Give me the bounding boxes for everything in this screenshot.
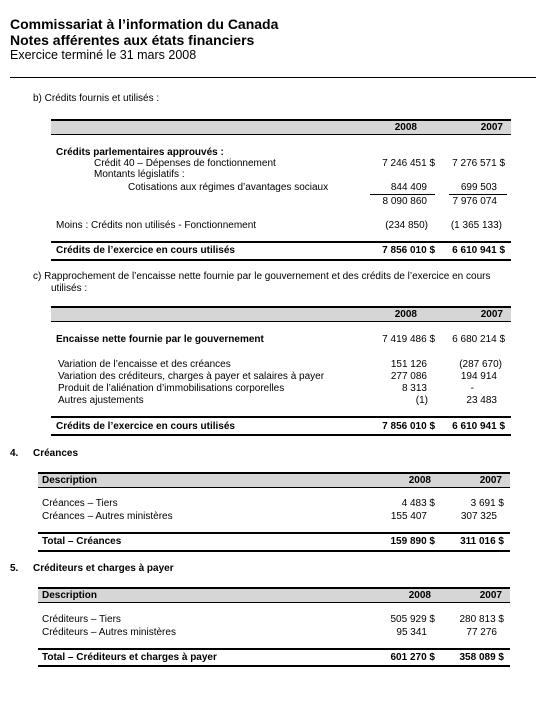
fiscal-period: Exercice terminé le 31 mars 2008 [10, 48, 197, 62]
payable-row-2007: 280 813 $ [459, 614, 504, 625]
total-4-2008: 159 890 $ [390, 536, 435, 547]
contrib-2008: 844 409 [390, 182, 427, 193]
section-c-title: c) Rapprochement de l’encaisse nette fournie par le gouvernement et des crédits de l’exercice en cours [33, 271, 491, 282]
col-header-2007: 2007 [480, 122, 503, 133]
total-4-label: Total – Créances [42, 536, 122, 547]
total-c-label: Crédits de l’exercice en cours utilisés [56, 421, 235, 432]
document-subtitle: Notes afférentes aux états financiers [10, 32, 255, 48]
payable-row-label: Créditeurs – Tiers [42, 614, 121, 625]
contrib-label: Cotisations aux régimes d’avantages sociaux [128, 182, 329, 193]
table-5-header-rule [38, 602, 510, 603]
total-b-label: Crédits de l’exercice en cours utilisés [56, 245, 235, 256]
table-4-header-rule [38, 487, 510, 488]
table-c-header-rule [51, 321, 511, 322]
col-header-2008: 2008 [408, 475, 431, 486]
statutory-label: Montants législatifs : [94, 169, 185, 180]
adjust-row-2007: - [470, 383, 474, 394]
adjust-row-2008: (1) [415, 395, 428, 406]
col-header-2007: 2007 [480, 309, 503, 320]
total-c-2008: 7 856 010 $ [382, 421, 435, 432]
receivable-row-label: Créances – Autres ministères [42, 511, 173, 522]
total-5-2008: 601 270 $ [390, 652, 435, 663]
col-header-description: Description [42, 590, 98, 601]
section-c-title-cont: utilisés : [51, 283, 88, 294]
note-4-title: Créances [33, 448, 79, 459]
col-header-2008: 2008 [394, 309, 417, 320]
adjust-row-label: Variation des créditeurs, charges à payer et salaires à payer [58, 371, 325, 382]
total-b-2008: 7 856 010 $ [382, 245, 435, 256]
receivable-row-2008: 155 407 [390, 511, 427, 522]
payable-row-label: Créditeurs – Autres ministères [42, 627, 176, 638]
table-b-header-rule [51, 134, 511, 135]
payable-row-2007: 77 276 [466, 627, 497, 638]
adjust-row-label: Autres ajustements [58, 395, 144, 406]
adjust-row-2007: (287 670) [459, 359, 502, 370]
table-4-total-top-rule [38, 532, 510, 534]
table-b-header-band [51, 121, 511, 134]
table-b-total-top-rule [51, 241, 511, 243]
adjust-row-2008: 277 086 [390, 371, 427, 382]
table-5-total-top-rule [38, 648, 510, 650]
lapsed-2008: (234 850) [385, 220, 428, 231]
payable-row-2008: 95 341 [396, 627, 427, 638]
receivable-row-2007: 3 691 $ [470, 498, 504, 509]
net-cash-2007: 6 680 214 $ [452, 334, 505, 345]
col-header-2007: 2007 [479, 475, 502, 486]
col-header-description: Description [42, 475, 98, 486]
net-cash-2008: 7 419 486 $ [382, 334, 435, 345]
total-5-label: Total – Créditeurs et charges à payer [42, 652, 217, 663]
table-c-bottom-rule [51, 434, 511, 436]
adjust-row-label: Variation de l’encaisse et des créances [58, 359, 231, 370]
subtotal-2008: 8 090 860 [382, 196, 427, 207]
total-c-2007: 6 610 941 $ [452, 421, 505, 432]
subtotal-2007: 7 976 074 [452, 196, 497, 207]
col-header-2008: 2008 [394, 122, 417, 133]
receivable-row-2008: 4 483 $ [401, 498, 435, 509]
payable-row-2008: 505 929 $ [390, 614, 435, 625]
table-5-bottom-rule [38, 665, 510, 667]
table-4-header-band [38, 474, 510, 487]
adjust-row-2007: 194 914 [460, 371, 497, 382]
total-b-2007: 6 610 941 $ [452, 245, 505, 256]
header-divider [10, 77, 536, 78]
total-4-2007: 311 016 $ [460, 536, 504, 547]
table-b-bottom-rule [51, 259, 511, 261]
adjust-row-label: Produit de l’aliénation d’immobilisations corporelles [58, 383, 285, 394]
section-b-title: b) Crédits fournis et utilisés : [33, 93, 160, 104]
subtotal-rule-2008 [370, 194, 435, 195]
table-c-header-band [51, 308, 511, 321]
table-5-header-band [38, 589, 510, 602]
adjust-row-2007: 23 483 [466, 395, 497, 406]
receivable-row-2007: 307 325 [460, 511, 497, 522]
col-header-2008: 2008 [408, 590, 431, 601]
contrib-2007: 699 503 [460, 182, 497, 193]
table-c-total-top-rule [51, 416, 511, 418]
adjust-row-2008: 8 313 [401, 383, 427, 394]
document-title: Commissariat à l’information du Canada [10, 16, 279, 32]
note-4-number: 4. [10, 448, 19, 459]
adjust-row-2008: 151 126 [390, 359, 427, 370]
subtotal-rule-2007 [449, 194, 507, 195]
note-5-number: 5. [10, 563, 19, 574]
table-4-bottom-rule [38, 550, 510, 552]
vote40-2007: 7 276 571 $ [452, 158, 505, 169]
approved-heading: Crédits parlementaires approuvés : [56, 147, 224, 158]
lapsed-label: Moins : Crédits non utilisés - Fonctionnement [56, 220, 257, 231]
lapsed-2007: (1 365 133) [450, 220, 502, 231]
col-header-2007: 2007 [479, 590, 502, 601]
receivable-row-label: Créances – Tiers [42, 498, 118, 509]
vote40-label: Crédit 40 – Dépenses de fonctionnement [94, 158, 276, 169]
note-5-title: Créditeurs et charges à payer [33, 563, 174, 574]
vote40-2008: 7 246 451 $ [382, 158, 435, 169]
net-cash-label: Encaisse nette fournie par le gouvernement [56, 334, 264, 345]
total-5-2007: 358 089 $ [459, 652, 504, 663]
